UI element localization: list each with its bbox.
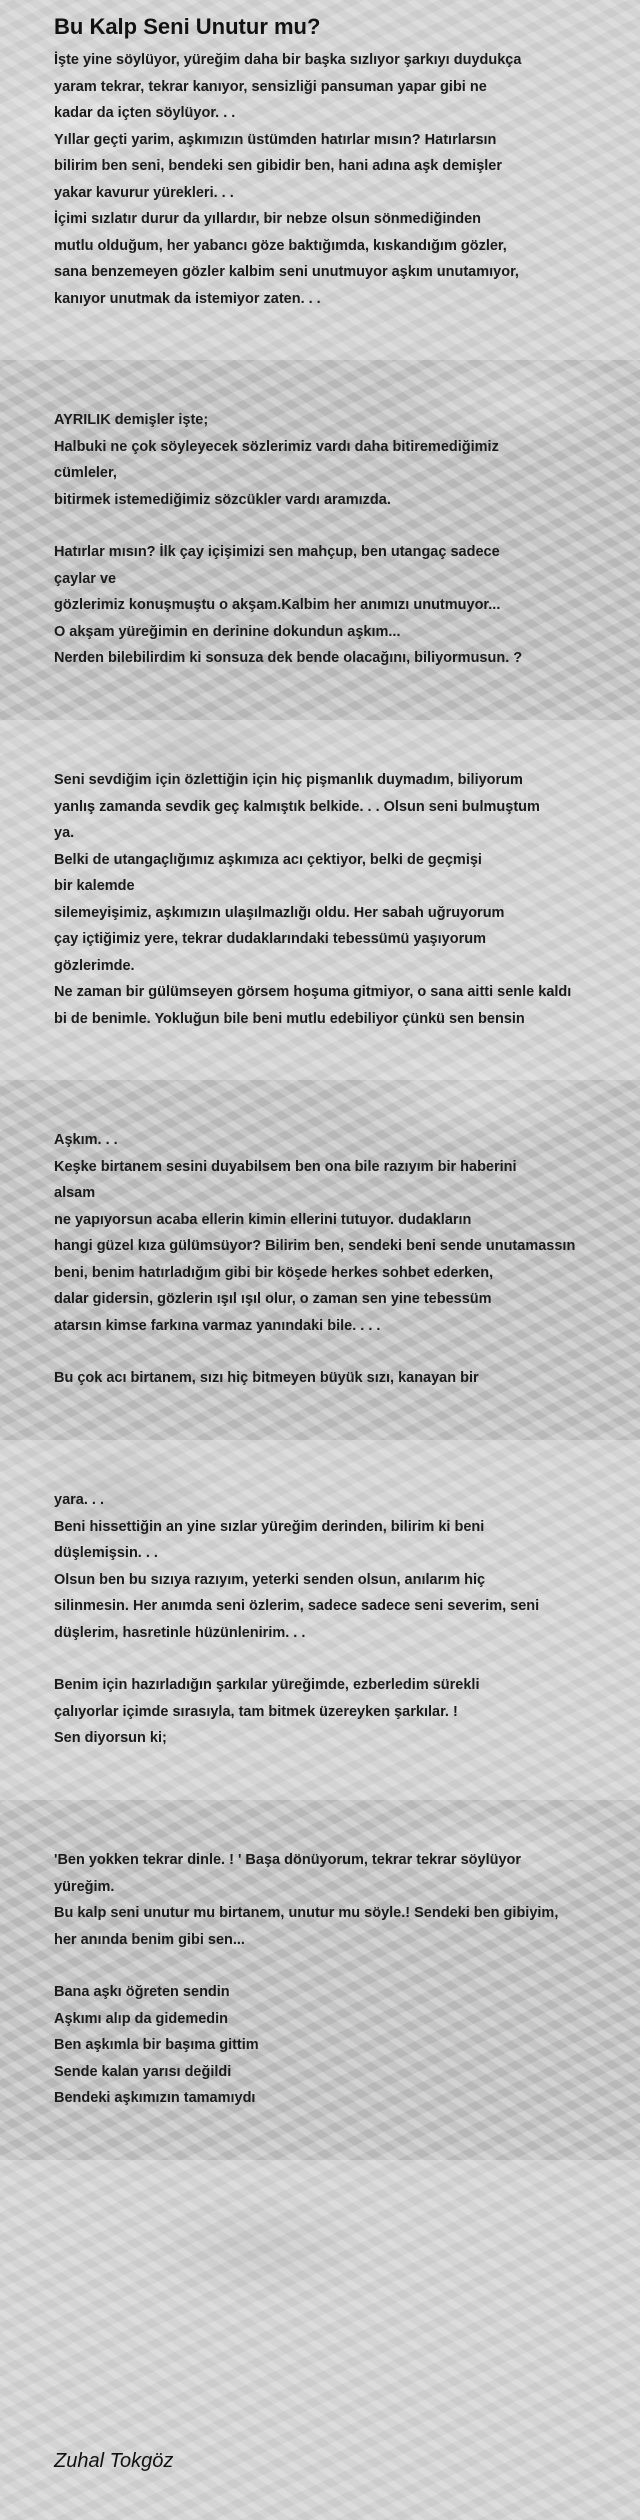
poem-line: Seni sevdiğim için özlettiğin için hiç pişmanlık duymadım, biliyorum: [54, 772, 523, 788]
poem-line: O akşam yüreğimin en derinine dokundun aşkım...: [54, 623, 401, 640]
poem-line: Sen diyorsun ki;: [54, 1730, 167, 1746]
poem-line: Aşkım. . .: [54, 1132, 118, 1148]
poem-line: Nerden bilebilirdim ki sonsuza dek bende olacağını, biliyormusun. ?: [54, 650, 523, 666]
poem-line: beni, benim hatırladığım gibi bir köşede herkes sohbet ederken,: [54, 1264, 494, 1281]
poem-line: Aşkımı alıp da gidemedin: [54, 2010, 229, 2027]
poem-line: ya.: [54, 825, 75, 841]
poem-line: bilirim ben seni, bendeki sen gibidir ben, hani adına aşk demişler: [54, 158, 503, 174]
poem-line: gözlerimde.: [54, 957, 135, 974]
poem-line: Benim için hazırladığın şarkılar yüreğimde, ezberledim sürekli: [54, 1677, 480, 1693]
poem-line: ne yapıyorsun acaba ellerin kimin ellerini tutuyor. dudakların: [54, 1211, 472, 1228]
poem-line: kanıyor unutmak da istemiyor zaten. . .: [54, 290, 321, 307]
poem-line: Bu çok acı birtanem, sızı hiç bitmeyen büyük sızı, kanayan bir: [54, 1370, 479, 1386]
poem-line: Bana aşkı öğreten sendin: [54, 1984, 230, 2000]
poem-line: Yıllar geçti yarim, aşkımızın üstümden hatırlar mısın? Hatırlarsın: [54, 131, 497, 148]
poem-line: Bendeki aşkımızın tamamıydı: [54, 2090, 256, 2106]
poem-line: bir kalemde: [54, 878, 135, 894]
poem-line: Keşke birtanem sesini duyabilsem ben ona bile razıyım bir haberini: [54, 1158, 517, 1175]
poem-line: atarsın kimse farkına varmaz yanındaki bile. . . .: [54, 1317, 381, 1334]
poem-line: yara. . .: [54, 1492, 104, 1508]
poem-line: kadar da içten söylüyor. . .: [54, 105, 236, 121]
stanza-2: [54, 407, 634, 672]
poem-line: Sende kalan yarısı değildi: [54, 2063, 232, 2080]
poem-line: silemeyişimiz, aşkımızın ulaşılmazlığı oldu. Her sabah uğruyorum: [54, 904, 505, 921]
poem-line: alsam: [54, 1185, 96, 1201]
poem-line: sana benzemeyen gözler kalbim seni unutmuyor aşkım unutamıyor,: [54, 264, 519, 280]
poem-line: Halbuki ne çok söyleyecek sözlerimiz vardı daha bitiremediğimiz: [54, 438, 499, 455]
poem-line: silinmesin. Her anımda seni özlerim, sadece sadece seni severim, seni: [54, 1598, 540, 1614]
poem-line: Bu kalp seni unutur mu birtanem, unutur mu söyle.! Sendeki ben gibiyim,: [54, 1905, 559, 1921]
poem-line: Ne zaman bir gülümseyen görsem hoşuma gitmiyor, o sana aitti senle kaldı: [54, 984, 572, 1000]
poem-line: mutlu olduğum, her yabancı göze baktığımda, kıskandığım gözler,: [54, 237, 507, 254]
poem-line: 'Ben yokken tekrar dinle. ! ' Başa dönüyorum, tekrar tekrar söylüyor: [54, 1852, 522, 1868]
poem-line: yüreğim.: [54, 1878, 115, 1895]
poem-line: Belki de utangaçlığımız aşkımıza acı çektiyor, belki de geçmişi: [54, 851, 482, 868]
poem-line: Ben aşkımla bir başıma gittim: [54, 2037, 259, 2053]
poem-line: cümleler,: [54, 465, 117, 481]
stanza-6: [54, 1847, 634, 2112]
poem-line: yakar kavurur yürekleri. . .: [54, 184, 234, 201]
poem-line: düşlemişsin. . .: [54, 1545, 158, 1561]
stanza-5: [54, 1487, 634, 1752]
poem-line: çay içtiğimiz yere, tekrar dudaklarındaki tebessümü yaşıyorum: [54, 931, 486, 947]
poem-line: çaylar ve: [54, 570, 117, 587]
poem-author: Zuhal Tokgöz: [54, 2450, 174, 2472]
poem-line: İşte yine söylüyor, yüreğim daha bir başka sızlıyor şarkıyı duydukça: [54, 52, 522, 68]
poem-line: İçimi sızlatır durur da yıllardır, bir nebze olsun sönmediğinden: [54, 211, 482, 227]
stanza-4: [54, 1127, 634, 1392]
stanza-3: [54, 767, 634, 1032]
poem-line: Olsun ben bu sızıya razıyım, yeterki senden olsun, anılarım hiç: [54, 1571, 486, 1588]
poem-line: dalar gidersin, gözlerin ışıl ışıl olur, o zaman sen yine tebessüm: [54, 1291, 492, 1307]
stanza-1: [54, 47, 634, 312]
poem-title: Bu Kalp Seni Unutur mu?: [54, 14, 321, 39]
poem-line: düşlerim, hasretinle hüzünlenirim. . .: [54, 1624, 306, 1641]
poem-line: Beni hissettiğin an yine sızlar yüreğim derinden, bilirim ki beni: [54, 1518, 485, 1535]
poem-line: bitirmek istemediğimiz sözcükler vardı aramızda.: [54, 491, 391, 508]
poem-line: AYRILIK demişler işte;: [54, 412, 209, 428]
poem-line: hangi güzel kıza gülümsüyor? Bilirim ben, sendeki beni sende unutamassın: [54, 1238, 576, 1254]
poem-line: gözlerimiz konuşmuştu o akşam.Kalbim her anımızı unutmuyor...: [54, 597, 501, 613]
poem-line: bi de benimle. Yokluğun bile beni mutlu edebiliyor çünkü sen bensin: [54, 1010, 525, 1027]
poem-line: Hatırlar mısın? İlk çay içişimizi sen mahçup, ben utangaç sadece: [54, 544, 500, 560]
poem-line: çalıyorlar içimde sırasıyla, tam bitmek üzereyken şarkılar. !: [54, 1703, 458, 1720]
poem-line: yanlış zamanda sevdik geç kalmıştık belkide. . . Olsun seni bulmuştum: [54, 798, 540, 815]
poem-line: her anında benim gibi sen...: [54, 1931, 245, 1948]
poem-line: yaram tekrar, tekrar kanıyor, sensizliği pansuman yapar gibi ne: [54, 78, 487, 95]
